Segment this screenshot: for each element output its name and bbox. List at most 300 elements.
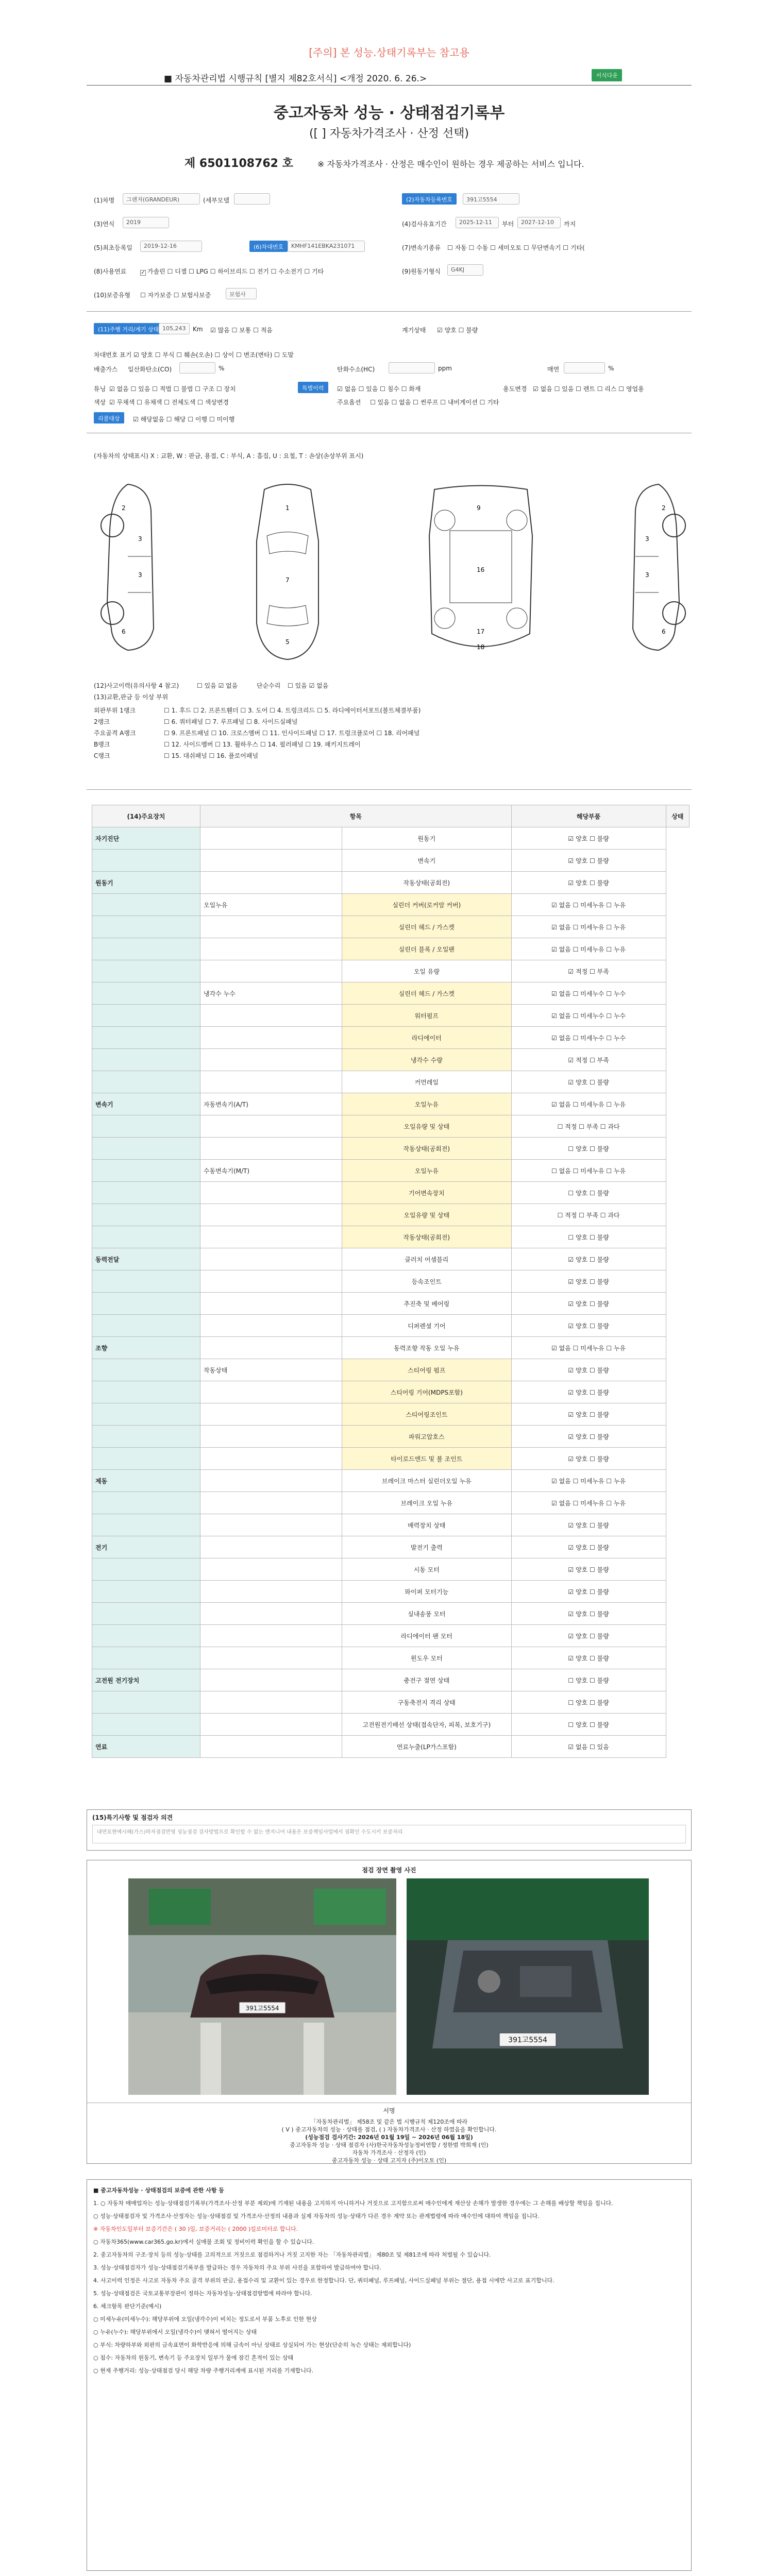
row-subcategory xyxy=(200,850,342,872)
smoke-field[interactable] xyxy=(564,362,605,374)
row-subcategory xyxy=(200,1736,342,1758)
row-status[interactable]: ☑ 양호 ☐ 불량 xyxy=(511,850,666,872)
special-history-options[interactable]: ☑ 없음 ☐ 있음 ☐ 침수 ☐ 화재 xyxy=(337,385,421,393)
table-row xyxy=(92,1027,690,1049)
row-status[interactable]: ☑ 양호 ☐ 불량 xyxy=(511,1381,666,1403)
table-row xyxy=(92,827,690,850)
row-subcategory xyxy=(200,960,342,982)
svg-text:18: 18 xyxy=(477,643,485,651)
column-header: 상태 xyxy=(666,805,689,827)
table-row xyxy=(92,894,690,916)
row-subcategory xyxy=(200,1115,342,1138)
note-line: ○ 침수: 자동차의 원동기, 변속기 등 주요장치 일부가 물에 잠긴 흔적이 있는 상태 xyxy=(93,2354,294,2361)
note-line: ※ 자동차인도일부터 보증기간은 ( 30 )일, 보증거리는 ( 2000 )킬로미터로 합니다. xyxy=(93,2226,298,2232)
row-item: 파워고압호스 xyxy=(342,1426,512,1448)
warranty-from-label: 부터 xyxy=(502,221,514,228)
sign-heading: 서명 xyxy=(87,2103,691,2115)
row-item: 브레이크 마스터 실린더오일 누유 xyxy=(342,1470,512,1492)
row-status[interactable]: ☑ 양호 ☐ 불량 xyxy=(511,1647,666,1669)
table-row xyxy=(92,1071,690,1093)
mileage-label: (11)주행 거리/계기 상태 xyxy=(94,323,163,334)
car-name-label: (1)차명 xyxy=(94,197,115,204)
use-change-options[interactable]: ☑ 없음 ☐ 있음 ☐ 렌트 ☐ 리스 ☐ 영업용 xyxy=(533,385,644,393)
svg-text:3: 3 xyxy=(138,535,142,543)
row-item: 작동상태(공회전) xyxy=(342,872,512,894)
row-item: 등속조인트 xyxy=(342,1270,512,1293)
note-line: ○ 성능·상태점검자 및 가격조사·산정자는 성능·상태점검 및 가격조사·산정의 내용과 실제 자동차의 성능·상태가 다른 경우 계약 또는 관계법령에 따라 매수인에 대하여 책임을 집니다. xyxy=(93,2213,540,2219)
row-category: 제동 xyxy=(92,1470,200,1492)
row-status[interactable]: ☐ 양호 ☐ 불량 xyxy=(511,1691,666,1714)
row-subcategory xyxy=(200,872,342,894)
note-line: ○ 부식: 차량하부와 외판의 금속표면이 화학반응에 의해 금속이 아닌 상태로 상실되어 가는 현상(단순히 녹슨 상태는 제외합니다) xyxy=(93,2342,411,2348)
row-status[interactable]: ☑ 양호 ☐ 불량 xyxy=(511,1403,666,1426)
row-status[interactable]: ☐ 양호 ☐ 불량 xyxy=(511,1182,666,1204)
table-row xyxy=(92,1558,690,1581)
row-subcategory xyxy=(200,1071,342,1093)
svg-text:6: 6 xyxy=(122,628,126,635)
vin-label: (6)차대번호 xyxy=(249,241,288,252)
table-row xyxy=(92,960,690,982)
note-line: ○ 미세누유(미세누수): 해당부위에 오일(냉각수)이 비치는 정도로서 부품 노후로 인한 현상 xyxy=(93,2316,317,2323)
table-row xyxy=(92,1669,690,1691)
row-status[interactable]: ☑ 양호 ☐ 불량 xyxy=(511,1625,666,1647)
row-item: 작동상태(공회전) xyxy=(342,1226,512,1248)
row-item: 실린더 블록 / 오일팬 xyxy=(342,938,512,960)
row-status[interactable]: ☑ 적정 ☐ 부족 xyxy=(511,960,666,982)
simple-repair-options[interactable]: ☐ 있음 ☑ 없음 xyxy=(288,682,329,689)
engine-label: (9)원동기형식 xyxy=(402,268,441,275)
co-field[interactable] xyxy=(179,362,215,374)
inspection-photos xyxy=(87,1860,692,2164)
emission-label: 배출가스 xyxy=(94,366,118,373)
first-reg-field[interactable]: 2019-12-16 xyxy=(140,241,202,252)
table-row xyxy=(92,850,690,872)
mileage-status-options[interactable]: ☑ 많음 ☐ 보통 ☐ 적음 xyxy=(210,327,273,334)
car-left-side-diagram xyxy=(97,479,164,654)
row-item: 원동기 xyxy=(342,827,512,850)
color-label: 색상 xyxy=(94,399,106,406)
row-item: 오일누유 xyxy=(342,1093,512,1115)
row-subcategory: 자동변속기(A/T) xyxy=(200,1093,342,1115)
record-note: ※ 자동차가격조사 · 산정은 매수인이 원하는 경우 제공하는 서비스 입니다. xyxy=(317,159,584,169)
row-category xyxy=(92,1027,200,1049)
row-category xyxy=(92,1138,200,1160)
sign-line-1: 「자동차관리법」 제58조 및 같은 법 시행규칙 제120조에 따라 xyxy=(310,2119,468,2125)
warranty-to-field[interactable]: 2027-12-10 xyxy=(517,217,561,228)
rank-label: B랭크 xyxy=(94,741,110,748)
plate-label: (2)자동차등록번호 xyxy=(402,193,457,205)
column-header: 항목 xyxy=(200,805,512,827)
svg-text:5: 5 xyxy=(285,638,290,646)
row-subcategory xyxy=(200,1138,342,1160)
rank-items[interactable]: ☐ 9. 프론트패널 ☐ 10. 크로스멤버 ☐ 11. 인사이드패널 ☐ 17. 트렁크플로어 ☐ 18. 리어패널 xyxy=(164,730,420,737)
table-row xyxy=(92,1536,690,1558)
table-row xyxy=(92,1160,690,1182)
row-status[interactable]: ☑ 양호 ☐ 불량 xyxy=(511,1603,666,1625)
row-category xyxy=(92,1714,200,1736)
table-row xyxy=(92,1603,690,1625)
svg-text:3: 3 xyxy=(645,535,649,543)
row-subcategory: 수동변속기(M/T) xyxy=(200,1160,342,1182)
row-category xyxy=(92,1691,200,1714)
column-header: 해당부품 xyxy=(511,805,666,827)
table-row xyxy=(92,1270,690,1293)
mileage-field[interactable]: 105,243 xyxy=(159,323,190,334)
row-status[interactable]: ☑ 양호 ☐ 불량 xyxy=(511,1315,666,1337)
row-subcategory xyxy=(200,1581,342,1603)
row-category xyxy=(92,1005,200,1027)
table-row xyxy=(92,982,690,1005)
row-category: 자기진단 xyxy=(92,827,200,850)
row-status[interactable]: ☑ 양호 ☐ 불량 xyxy=(511,1248,666,1270)
row-status[interactable]: ☑ 양호 ☐ 불량 xyxy=(511,1270,666,1293)
row-category: 조향 xyxy=(92,1337,200,1359)
row-item: 시동 모터 xyxy=(342,1558,512,1581)
note-line: 2. 중고자동차의 구조·장치 등의 성능·상태를 고의적으로 거짓으로 점검하거나 거짓 고지한 자는 「자동차관리법」 제80조 및 제81조에 따라 처벌될 수 있습니다. xyxy=(93,2251,491,2258)
note-line: ○ 자동차365(www.car365.go.kr)에서 실매물 조회 및 정비이력 확인을 할 수 있습니다. xyxy=(93,2239,314,2245)
tuning-options[interactable]: ☑ 없음 ☐ 있음 ☐ 적법 ☐ 불법 ☐ 구조 ☐ 장치 xyxy=(109,385,236,393)
row-status[interactable]: ☑ 양호 ☐ 불량 xyxy=(511,1558,666,1581)
note-line: 6. 체크항목 판단기준(예시) xyxy=(93,2303,162,2310)
row-category xyxy=(92,1426,200,1448)
svg-text:2: 2 xyxy=(122,504,126,512)
row-status[interactable]: ☐ 양호 ☐ 불량 xyxy=(511,1138,666,1160)
guarantee-options[interactable]: ☐ 자가보증 ☐ 보험사보증 xyxy=(140,292,211,299)
hc-field[interactable] xyxy=(389,362,435,374)
engine-photo xyxy=(407,1878,649,2095)
table-row xyxy=(92,1647,690,1669)
vin-field[interactable]: KMHF141EBKA231071 xyxy=(288,241,365,252)
page-title: 중고자동차 성능 · 상태점검기록부 xyxy=(273,104,505,122)
row-category xyxy=(92,916,200,938)
use-change-label: 용도변경 xyxy=(503,385,527,393)
fuel-options[interactable] xyxy=(140,267,324,276)
row-subcategory xyxy=(200,1315,342,1337)
svg-text:7: 7 xyxy=(285,577,290,584)
engine-bay-photo xyxy=(407,1878,649,2095)
table-row xyxy=(92,1204,690,1226)
table-row xyxy=(92,1381,690,1403)
svg-text:16: 16 xyxy=(477,566,485,573)
table-row xyxy=(92,1625,690,1647)
row-status[interactable]: ☐ 양호 ☐ 불량 xyxy=(511,1226,666,1248)
sign-appraiser: 자동차 가격조사 · 산정자 (인) xyxy=(352,2149,426,2156)
table-row xyxy=(92,938,690,960)
rank-items[interactable]: ☐ 12. 사이드멤버 ☐ 13. 휠하우스 ☐ 14. 필러패널 ☐ 19. 패키지트레이 xyxy=(164,741,361,748)
note-line: ○ 누유(누수): 해당부위에서 오일(냉각수)이 맺혀서 떨어지는 상태 xyxy=(93,2329,257,2335)
row-subcategory xyxy=(200,1492,342,1514)
table-row xyxy=(92,1492,690,1514)
record-number: 제 6501108762 호 xyxy=(184,157,293,170)
table-row xyxy=(92,1426,690,1448)
row-subcategory xyxy=(200,1448,342,1470)
row-item: 타이로드엔드 및 볼 조인트 xyxy=(342,1448,512,1470)
fuel-options-text: 가솔린 ☐ 디젤 ☐ LPG ☐ 하이브리드 ☐ 전기 ☐ 수소전기 ☐ 기타 xyxy=(147,268,324,275)
row-item: 실내송풍 모터 xyxy=(342,1603,512,1625)
row-item: 실린더 헤드 / 가스켓 xyxy=(342,982,512,1005)
row-category xyxy=(92,1359,200,1381)
row-status[interactable]: ☐ 양호 ☐ 불량 xyxy=(511,1714,666,1736)
row-subcategory xyxy=(200,1403,342,1426)
svg-text:6: 6 xyxy=(662,628,666,635)
row-status[interactable]: ☐ 없음 ☐ 미세누유 ☐ 누유 xyxy=(511,1160,666,1182)
row-status[interactable]: ☑ 없음 ☐ 미세누수 ☐ 누수 xyxy=(511,1027,666,1049)
row-status[interactable]: ☑ 양호 ☐ 불량 xyxy=(511,1359,666,1381)
note-line: ○ 현재 주행거리: 성능·상태점검 당시 해당 차량 주행거리계에 표시된 거리를 기재합니다. xyxy=(93,2367,314,2374)
row-subcategory xyxy=(200,1714,342,1736)
row-category xyxy=(92,1448,200,1470)
guarantee-label: (10)보증유형 xyxy=(94,292,131,299)
table-row xyxy=(92,1337,690,1359)
row-subcategory xyxy=(200,1005,342,1027)
column-header: (14)주요장치 xyxy=(92,805,200,827)
front-plate-text: 391고5554 xyxy=(245,2005,279,2012)
table-row xyxy=(92,1581,690,1603)
sign-notifier: 중고자동차 성능 · 상태 고지자 (주)이오토 (인) xyxy=(331,2157,447,2164)
row-subcategory xyxy=(200,827,342,850)
table-row xyxy=(92,1005,690,1027)
sign-inspector: 중고자동차 성능 · 상태 점검자 (사)한국자동차성능정비연합 / 정한범 박희재 (인) xyxy=(290,2142,489,2148)
smoke-unit: % xyxy=(608,365,614,372)
sign-line-2: ( V ) 중고자동차의 성능 · 상태를 점검, ( ) 자동차가격조사 · 산정 하였음을 확인합니다. xyxy=(281,2126,497,2133)
row-item: 실린더 커버(로커암 커버) xyxy=(342,894,512,916)
table-row xyxy=(92,1448,690,1470)
row-category xyxy=(92,1581,200,1603)
note-line: ■ 중고자동차성능 · 상태점검의 보증에 관한 사항 등 xyxy=(93,2187,224,2194)
engine-plate-text: 391고5554 xyxy=(508,2036,547,2044)
mileage-unit: Km xyxy=(193,326,203,333)
table-row xyxy=(92,872,690,894)
table-row xyxy=(92,1403,690,1426)
row-status[interactable]: ☑ 없음 ☐ 미세누유 ☐ 누유 xyxy=(511,1470,666,1492)
rank-label: 외판부위 1랭크 xyxy=(94,707,136,714)
gear-options[interactable]: ☐ 자동 ☐ 수동 ☐ 세미오토 ☐ 무단변속기 ☐ 기타( xyxy=(447,244,585,251)
form-download-button[interactable]: 서식다운 xyxy=(592,69,622,81)
rank-items[interactable]: ☐ 15. 대쉬패널 ☐ 16. 플로어패널 xyxy=(164,752,259,759)
row-status[interactable]: ☑ 없음 ☐ 미세누유 ☐ 누유 xyxy=(511,1492,666,1514)
row-item: 스티어링 기어(MDPS포함) xyxy=(342,1381,512,1403)
row-status[interactable]: ☑ 없음 ☐ 미세누유 ☐ 누유 xyxy=(511,1093,666,1115)
vehicle-status-label: 차대번호 표기 ☑ 양호 ☐ 부식 ☐ 훼손(오손) ☐ 상이 ☐ 변조(변타) ☐ 도말 xyxy=(94,351,294,359)
row-category xyxy=(92,1293,200,1315)
photos-title: 점검 장면 촬영 사진 xyxy=(362,1867,416,1874)
row-item: 라디에이터 xyxy=(342,1027,512,1049)
row-item: 고전원전기배선 상태(접속단자, 피복, 보호기구) xyxy=(342,1714,512,1736)
signature-block xyxy=(87,2118,691,2164)
status-legend: (자동차의 상태표시) X : 교환, W : 판금, 용접, C : 부식, A : 흠집, U : 요철, T : 손상(손상부위 표시) xyxy=(94,452,364,460)
row-status[interactable]: ☑ 양호 ☐ 불량 xyxy=(511,1448,666,1470)
row-category xyxy=(92,1381,200,1403)
row-status[interactable]: ☑ 양호 ☐ 불량 xyxy=(511,1514,666,1536)
page-subtitle: ([ ] 자동차가격조사 · 산정 선택) xyxy=(309,127,469,140)
row-status[interactable]: ☑ 없음 ☐ 미세누수 ☐ 누수 xyxy=(511,982,666,1005)
table-row xyxy=(92,1248,690,1270)
reference-notice: [주의] 본 성능.상태기록부는 참고용 xyxy=(309,46,469,59)
row-subcategory xyxy=(200,1691,342,1714)
row-subcategory xyxy=(200,1625,342,1647)
row-subcategory xyxy=(200,916,342,938)
row-category xyxy=(92,1160,200,1182)
row-subcategory: 오일누유 xyxy=(200,894,342,916)
divider xyxy=(87,789,692,790)
svg-text:9: 9 xyxy=(477,504,481,512)
row-item: 클러치 어셈블리 xyxy=(342,1248,512,1270)
color-options[interactable]: ☑ 무채색 ☐ 유채색 ☐ 전체도색 ☐ 색상변경 xyxy=(109,399,229,406)
row-status[interactable]: ☑ 없음 ☐ 있음 xyxy=(511,1736,666,1758)
table-row xyxy=(92,1138,690,1160)
row-status[interactable]: ☑ 양호 ☐ 불량 xyxy=(511,872,666,894)
row-item: 기어변속장치 xyxy=(342,1182,512,1204)
row-subcategory xyxy=(200,1426,342,1448)
row-item: 충전구 절연 상태 xyxy=(342,1669,512,1691)
row-status[interactable]: ☑ 양호 ☐ 불량 xyxy=(511,1426,666,1448)
co-label: 일산화탄소(CO) xyxy=(128,366,172,373)
row-item: 연료누출(LP가스포함) xyxy=(342,1736,512,1758)
row-subcategory xyxy=(200,1603,342,1625)
plate-field[interactable]: 391고5554 xyxy=(463,193,519,205)
row-status[interactable]: ☐ 양호 ☐ 불량 xyxy=(511,1669,666,1691)
special-notes-label: (15)특기사항 및 점검자 의견 xyxy=(92,1814,173,1821)
year-label: (3)연식 xyxy=(94,221,115,228)
row-status[interactable]: ☑ 양호 ☐ 불량 xyxy=(511,1536,666,1558)
row-category: 동력전달 xyxy=(92,1248,200,1270)
row-item: 디퍼렌셜 기어 xyxy=(342,1315,512,1337)
row-status[interactable]: ☑ 없음 ☐ 미세누수 ☐ 누수 xyxy=(511,1005,666,1027)
row-category xyxy=(92,1625,200,1647)
hc-unit: ppm xyxy=(438,365,452,372)
row-category xyxy=(92,1492,200,1514)
row-category xyxy=(92,1315,200,1337)
row-subcategory xyxy=(200,1270,342,1293)
warranty-from-field[interactable]: 2025-12-11 xyxy=(456,217,499,228)
row-item: 냉각수 수량 xyxy=(342,1049,512,1071)
row-status[interactable]: ☑ 적정 ☐ 부족 xyxy=(511,1049,666,1071)
tuning-label: 튜닝 xyxy=(94,385,106,393)
row-status[interactable]: ☐ 적정 ☐ 부족 ☐ 과다 xyxy=(511,1204,666,1226)
fuel-label: (8)사용연료 xyxy=(94,268,127,275)
recall-options[interactable]: ☑ 해당없음 ☐ 해당 ☐ 이행 ☐ 미이행 xyxy=(133,416,235,423)
row-item: 오일누유 xyxy=(342,1160,512,1182)
car-name-field[interactable]: 그랜저(GRANDEUR) xyxy=(123,193,200,205)
row-item: 워터펌프 xyxy=(342,1005,512,1027)
row-category xyxy=(92,1403,200,1426)
gauge-options[interactable]: ☑ 양호 ☐ 불량 xyxy=(437,327,478,334)
row-category xyxy=(92,1514,200,1536)
row-category xyxy=(92,1558,200,1581)
row-status[interactable]: ☑ 없음 ☐ 미세누유 ☐ 누유 xyxy=(511,894,666,916)
row-category xyxy=(92,1270,200,1293)
detail-model-field[interactable] xyxy=(234,193,270,205)
year-field[interactable]: 2019 xyxy=(123,217,169,228)
table-row xyxy=(92,1182,690,1204)
row-subcategory xyxy=(200,1558,342,1581)
row-category: 전기 xyxy=(92,1536,200,1558)
warranty-until-label: 까지 xyxy=(564,221,576,228)
law-label: 자동차관리법 시행규칙 [별지 제82호서식] <개정 2020. 6. 26.> xyxy=(175,74,427,84)
row-category: 원동기 xyxy=(92,872,200,894)
row-status[interactable]: ☑ 없음 ☐ 미세누유 ☐ 누유 xyxy=(511,1337,666,1359)
guarantee-notes xyxy=(87,2179,692,2571)
law-row xyxy=(87,70,692,86)
row-status[interactable]: ☑ 없음 ☐ 미세누유 ☐ 누유 xyxy=(511,938,666,960)
row-subcategory xyxy=(200,1669,342,1691)
table-row xyxy=(92,916,690,938)
row-category xyxy=(92,1049,200,1071)
table-row xyxy=(92,1691,690,1714)
row-category xyxy=(92,1226,200,1248)
table-header xyxy=(92,805,690,827)
row-status[interactable]: ☑ 없음 ☐ 미세누유 ☐ 누유 xyxy=(511,916,666,938)
gauge-label: 계기상태 xyxy=(402,327,426,334)
row-item: 오일유량 및 상태 xyxy=(342,1204,512,1226)
row-status[interactable]: ☑ 양호 ☐ 불량 xyxy=(511,1071,666,1093)
options-options[interactable]: ☐ 있음 ☐ 없음 ☐ 썬루프 ☐ 내비게이션 ☐ 기타 xyxy=(370,399,499,406)
row-item: 와이퍼 모터기능 xyxy=(342,1581,512,1603)
sign-period: (성능점검 검사기간: 2026년 01월 19일 ~ 2026년 06월 18일) xyxy=(305,2134,473,2141)
note-line: 4. 사고이력 인정은 사고로 자동차 주요 골격 부위의 판금, 용접수리 및 교환이 있는 경우로 한정합니다. 단, 쿼터패널, 루프패널, 사이드실패널 부위는 절단, 용접 시에만 사고로 표기합니다. xyxy=(93,2277,554,2284)
table-row xyxy=(92,1049,690,1071)
row-category xyxy=(92,938,200,960)
smoke-label: 매연 xyxy=(547,366,560,373)
rank-label: 2랭크 xyxy=(94,718,110,725)
row-item: 스티어링 펌프 xyxy=(342,1359,512,1381)
row-status[interactable]: ☑ 양호 ☐ 불량 xyxy=(511,827,666,850)
row-category: 연료 xyxy=(92,1736,200,1758)
row-item: 오일유량 및 상태 xyxy=(342,1115,512,1138)
row-item: 작동상태(공회전) xyxy=(342,1138,512,1160)
row-item: 윈도우 모터 xyxy=(342,1647,512,1669)
row-subcategory xyxy=(200,1337,342,1359)
row-category xyxy=(92,982,200,1005)
row-category xyxy=(92,1603,200,1625)
row-category xyxy=(92,1115,200,1138)
svg-text:3: 3 xyxy=(138,571,142,579)
table-row xyxy=(92,1293,690,1315)
table-row xyxy=(92,1736,690,1758)
rank-label: C랭크 xyxy=(94,752,110,759)
row-status[interactable]: ☐ 적정 ☐ 부족 ☐ 과다 xyxy=(511,1115,666,1138)
front-photo xyxy=(128,1878,396,2095)
gear-label: (7)변속기종류 xyxy=(402,244,441,251)
guarantee-company-field[interactable]: 보험사 xyxy=(226,288,257,299)
row-status[interactable]: ☑ 양호 ☐ 불량 xyxy=(511,1293,666,1315)
row-subcategory xyxy=(200,1027,342,1049)
special-notes-box xyxy=(87,1809,692,1851)
row-subcategory xyxy=(200,1248,342,1270)
accident-options[interactable]: ☐ 있음 ☑ 없음 xyxy=(197,682,238,689)
row-item: 추진축 및 베어링 xyxy=(342,1293,512,1315)
row-subcategory xyxy=(200,1647,342,1669)
row-item: 라디에이터 팬 모터 xyxy=(342,1625,512,1647)
rank-items[interactable]: ☐ 1. 후드 ☐ 2. 프론트휀더 ☐ 3. 도어 ☐ 4. 트렁크리드 ☐ 5. 라디에이터서포트(볼트체결부품) xyxy=(164,707,421,714)
simple-repair-label: 단순수리 xyxy=(257,682,281,689)
car-frame-diagram xyxy=(419,479,543,665)
hc-label: 탄화수소(HC) xyxy=(337,366,375,373)
row-item: 구동축전지 격리 상태 xyxy=(342,1691,512,1714)
table-row xyxy=(92,1514,690,1536)
row-category xyxy=(92,894,200,916)
rank-items[interactable]: ☐ 6. 쿼터패널 ☐ 7. 루프패널 ☐ 8. 사이드실패널 xyxy=(164,718,298,725)
car-top-diagram xyxy=(236,479,339,665)
row-status[interactable]: ☑ 양호 ☐ 불량 xyxy=(511,1581,666,1603)
table-row xyxy=(92,1093,690,1115)
row-item: 동력조향 작동 오일 누유 xyxy=(342,1337,512,1359)
row-item: 발전기 출력 xyxy=(342,1536,512,1558)
special-notes-field[interactable]: 내연표현에시해(가스)하자점검반영 성능점검 검사방법으로 확인할 수 없는 엔지니어 내용은 보증책임사업에서 점확인 수도시키 보증처리 xyxy=(92,1825,686,1843)
row-item: 변속기 xyxy=(342,850,512,872)
row-category: 고전원 전기장치 xyxy=(92,1669,200,1691)
engine-field[interactable]: G4KJ xyxy=(447,264,483,276)
